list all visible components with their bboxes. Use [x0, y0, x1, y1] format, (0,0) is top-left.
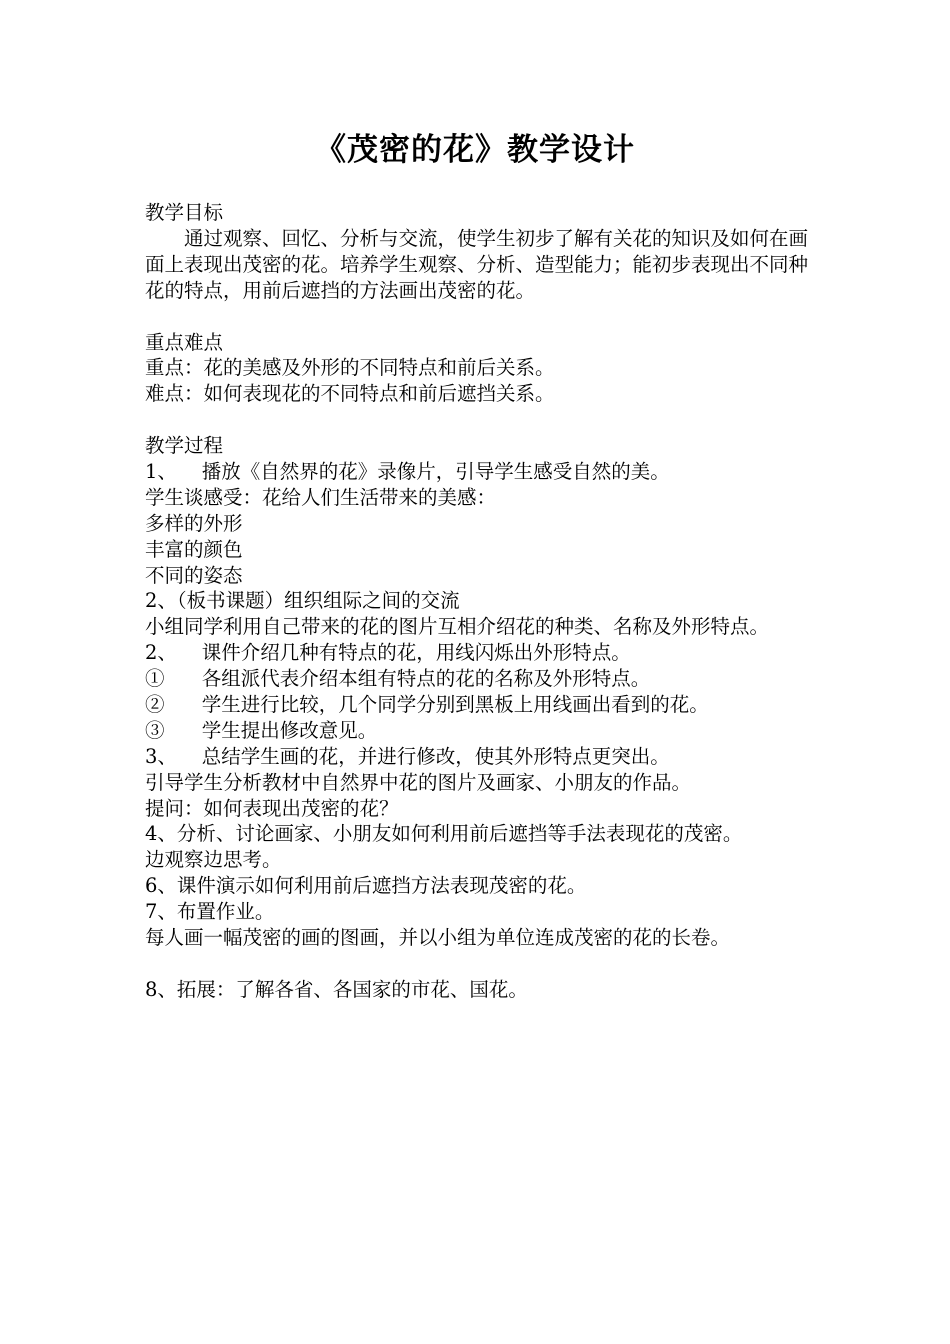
section-heading-process: 教学过程 — [145, 434, 224, 458]
process-line: 每人画一幅茂密的画的图画，并以小组为单位连成茂密的花的长卷。 — [145, 926, 731, 949]
process-step: 4、分析、讨论画家、小朋友如何利用前后遮挡等手法表现花的茂密。 — [145, 822, 743, 846]
blank-line — [145, 951, 810, 977]
process-line: 多样的外形 — [145, 511, 243, 535]
process-line: 小组同学利用自己带来的花的图片互相介绍花的种类、名称及外形特点。 — [145, 615, 770, 639]
process-step: 8、拓展：了解各省、各国家的市花、国花。 — [145, 977, 528, 1001]
key-point-line: 重点：花的美感及外形的不同特点和前后关系。 — [145, 356, 555, 380]
process-line: 学生谈感受：花给人们生活带来的美感： — [145, 485, 497, 509]
process-line: 不同的姿态 — [145, 563, 243, 587]
process-step: 6、课件演示如何利用前后遮挡方法表现茂密的花。 — [145, 874, 587, 898]
process-substep: ② 学生进行比较，几个同学分别到黑板上用线画出看到的花。 — [145, 692, 709, 716]
process-line: 边观察边思考。 — [145, 848, 282, 872]
section-heading-objectives: 教学目标 — [145, 201, 224, 224]
document-body — [145, 200, 810, 1003]
section-heading-key-points: 重点难点 — [145, 330, 224, 354]
process-step: 2、（板书课题）组织组际之间的交流 — [145, 589, 460, 613]
process-step: 7、布置作业。 — [145, 900, 275, 924]
process-substep: ③ 学生提出修改意见。 — [145, 718, 378, 742]
document-title: 《茂密的花》教学设计 — [315, 132, 635, 168]
blank-line — [145, 304, 810, 330]
difficult-point-line: 难点：如何表现花的不同特点和前后遮挡关系。 — [145, 382, 555, 406]
process-step: 2、 课件介绍几种有特点的花，用线闪烁出外形特点。 — [145, 641, 631, 665]
objectives-paragraph: 通过观察、回忆、分析与交流，使学生初步了解有关花的知识及如何在画面上表现出茂密的花。培养学生观察、分析、造型能力；能初步表现出不同种花的特点，用前后遮挡的方法画出茂密的花。 — [145, 226, 809, 302]
process-substep: ① 各组派代表介绍本组有特点的花的名称及外形特点。 — [145, 667, 651, 691]
process-line: 提问：如何表现出茂密的花？ — [145, 796, 399, 820]
process-step: 3、 总结学生画的花，并进行修改，使其外形特点更突出。 — [145, 744, 670, 768]
blank-line — [145, 407, 810, 433]
process-line: 丰富的颜色 — [145, 537, 243, 561]
process-line: 引导学生分析教材中自然界中花的图片及画家、小朋友的作品。 — [145, 770, 692, 794]
process-step: 1、 播放《自然界的花》录像片，引导学生感受自然的美。 — [145, 459, 670, 483]
